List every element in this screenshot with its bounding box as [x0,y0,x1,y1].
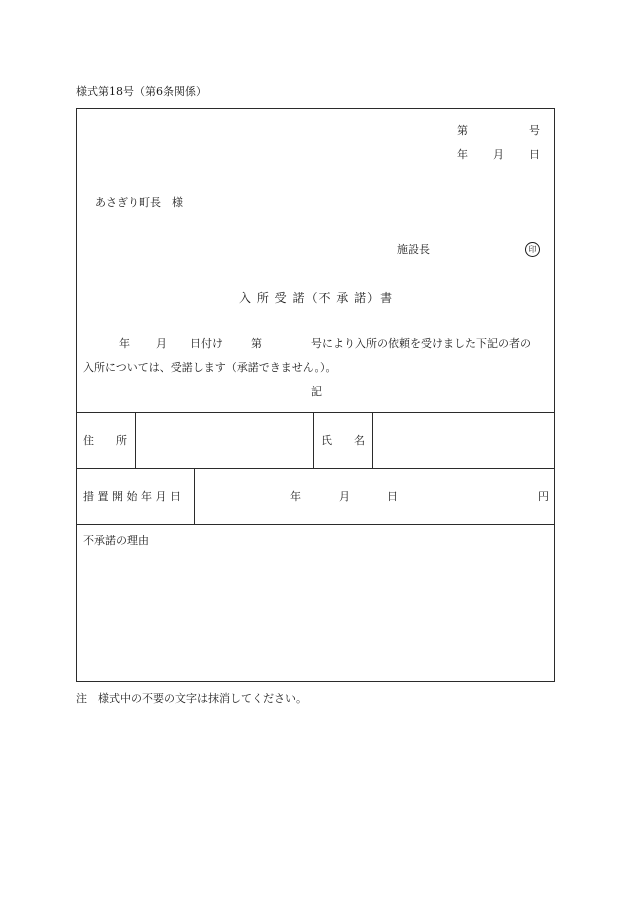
start-date-divider [194,468,195,524]
name-label-right-divider [372,412,373,468]
date-month: 月 [493,148,504,161]
body-line1-rest: 号により入所の依頼を受けました下記の者の [311,337,531,350]
start-month: 月 [339,490,350,503]
form-frame [76,108,555,682]
address-divider [135,412,136,468]
reason-label: 不承諾の理由 [83,534,149,547]
start-date-label: 措 置 開 始 年 月 日 [83,490,181,503]
number-dai: 第 [457,124,468,137]
date-day: 日 [529,148,540,161]
ki-label: 記 [311,385,322,398]
body-dai: 第 [251,337,262,350]
row2-bottom-line [77,524,554,525]
number-go: 号 [529,124,540,137]
yen-label: 円 [538,490,549,503]
body-line2: 入所については、受諾します（承諾できません。）。 [83,361,337,374]
form-number-caption: 様式第18号（第6条関係） [76,85,207,98]
footer-note: 注 様式中の不要の文字は抹消してください。 [76,692,307,705]
body-day-dated: 日付け [190,337,223,350]
addressee: あさぎり町長 様 [95,196,183,209]
name-label: 氏 名 [321,434,365,447]
body-month: 月 [156,337,167,350]
start-year: 年 [290,490,301,503]
address-label: 住 所 [83,434,127,447]
issuer-title: 施設長 [397,243,430,256]
row1-bottom-line [77,468,554,469]
seal-stamp: 印 [525,242,540,257]
start-day: 日 [387,490,398,503]
date-year: 年 [457,148,468,161]
table-top-line [77,412,554,413]
name-label-left-divider [313,412,314,468]
document-title: 入 所 受 諾（不 承 諾）書 [239,291,394,305]
body-year: 年 [119,337,130,350]
